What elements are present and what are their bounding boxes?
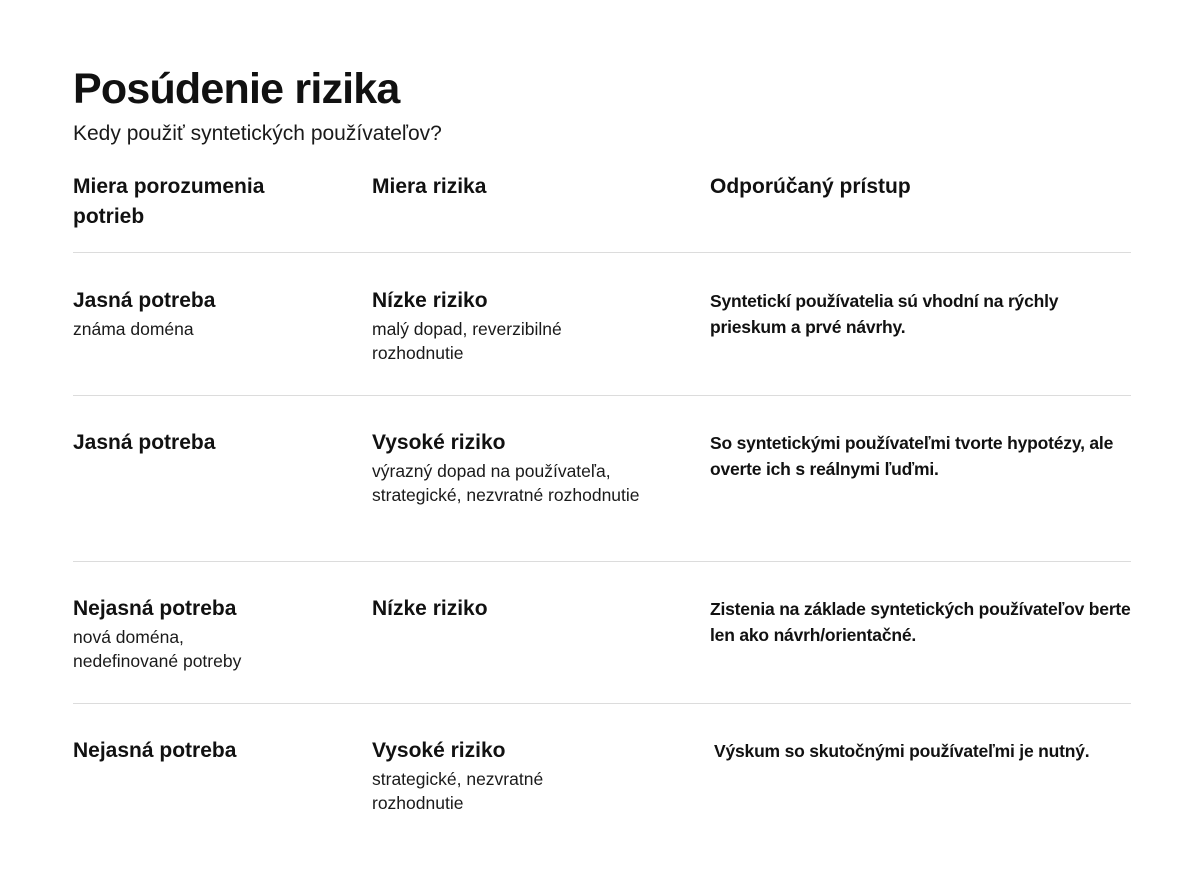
need-cell [73, 594, 333, 673]
approach-cell [714, 736, 1144, 764]
row-divider [73, 252, 1131, 253]
need-cell [73, 286, 333, 341]
risk-detail: malý dopad, reverzibilné rozhodnutie [372, 319, 562, 363]
risk-cell [372, 594, 672, 624]
approach-cell [710, 286, 1140, 340]
need-label: Jasná potreba [73, 289, 216, 312]
row-divider [73, 703, 1131, 704]
risk-label: Nízke riziko [372, 289, 488, 312]
risk-detail: výrazný dopad na používateľa, strategické, nezvratné rozhodnutie [372, 461, 640, 505]
column-header-risk: Miera rizika [372, 175, 487, 198]
approach-cell [710, 594, 1140, 648]
page-title: Posúdenie rizika [73, 65, 400, 113]
need-label: Nejasná potreba [73, 739, 237, 762]
approach-text: Výskum so skutočnými používateľmi je nutný. [714, 741, 1090, 761]
need-label: Jasná potreba [73, 431, 216, 454]
need-cell [73, 736, 333, 766]
risk-cell [372, 736, 672, 815]
risk-cell [372, 286, 672, 365]
risk-cell [372, 428, 672, 507]
approach-text: Zistenia na základe syntetických používateľov berte len ako návrh/orientačné. [710, 599, 1131, 645]
need-detail: známa doména [73, 319, 194, 339]
column-header-approach: Odporúčaný prístup [710, 175, 911, 198]
page-subtitle: Kedy použiť syntetických používateľov? [73, 122, 442, 145]
need-label: Nejasná potreba [73, 597, 237, 620]
table-header [73, 172, 1131, 232]
approach-text: So syntetickými používateľmi tvorte hypotézy, ale overte ich s reálnymi ľuďmi. [710, 433, 1114, 479]
risk-label: Nízke riziko [372, 597, 488, 620]
risk-label: Vysoké riziko [372, 431, 506, 454]
approach-text: Syntetickí používatelia sú vhodní na rýchly prieskum a prvé návrhy. [710, 291, 1059, 337]
need-detail: nová doména, nedefinované potreby [73, 627, 242, 671]
risk-detail: strategické, nezvratné rozhodnutie [372, 769, 544, 813]
row-divider [73, 561, 1131, 562]
risk-label: Vysoké riziko [372, 739, 506, 762]
approach-cell [710, 428, 1140, 482]
column-header-need: Miera porozumenia potrieb [73, 175, 265, 228]
need-cell [73, 428, 333, 458]
row-divider [73, 395, 1131, 396]
